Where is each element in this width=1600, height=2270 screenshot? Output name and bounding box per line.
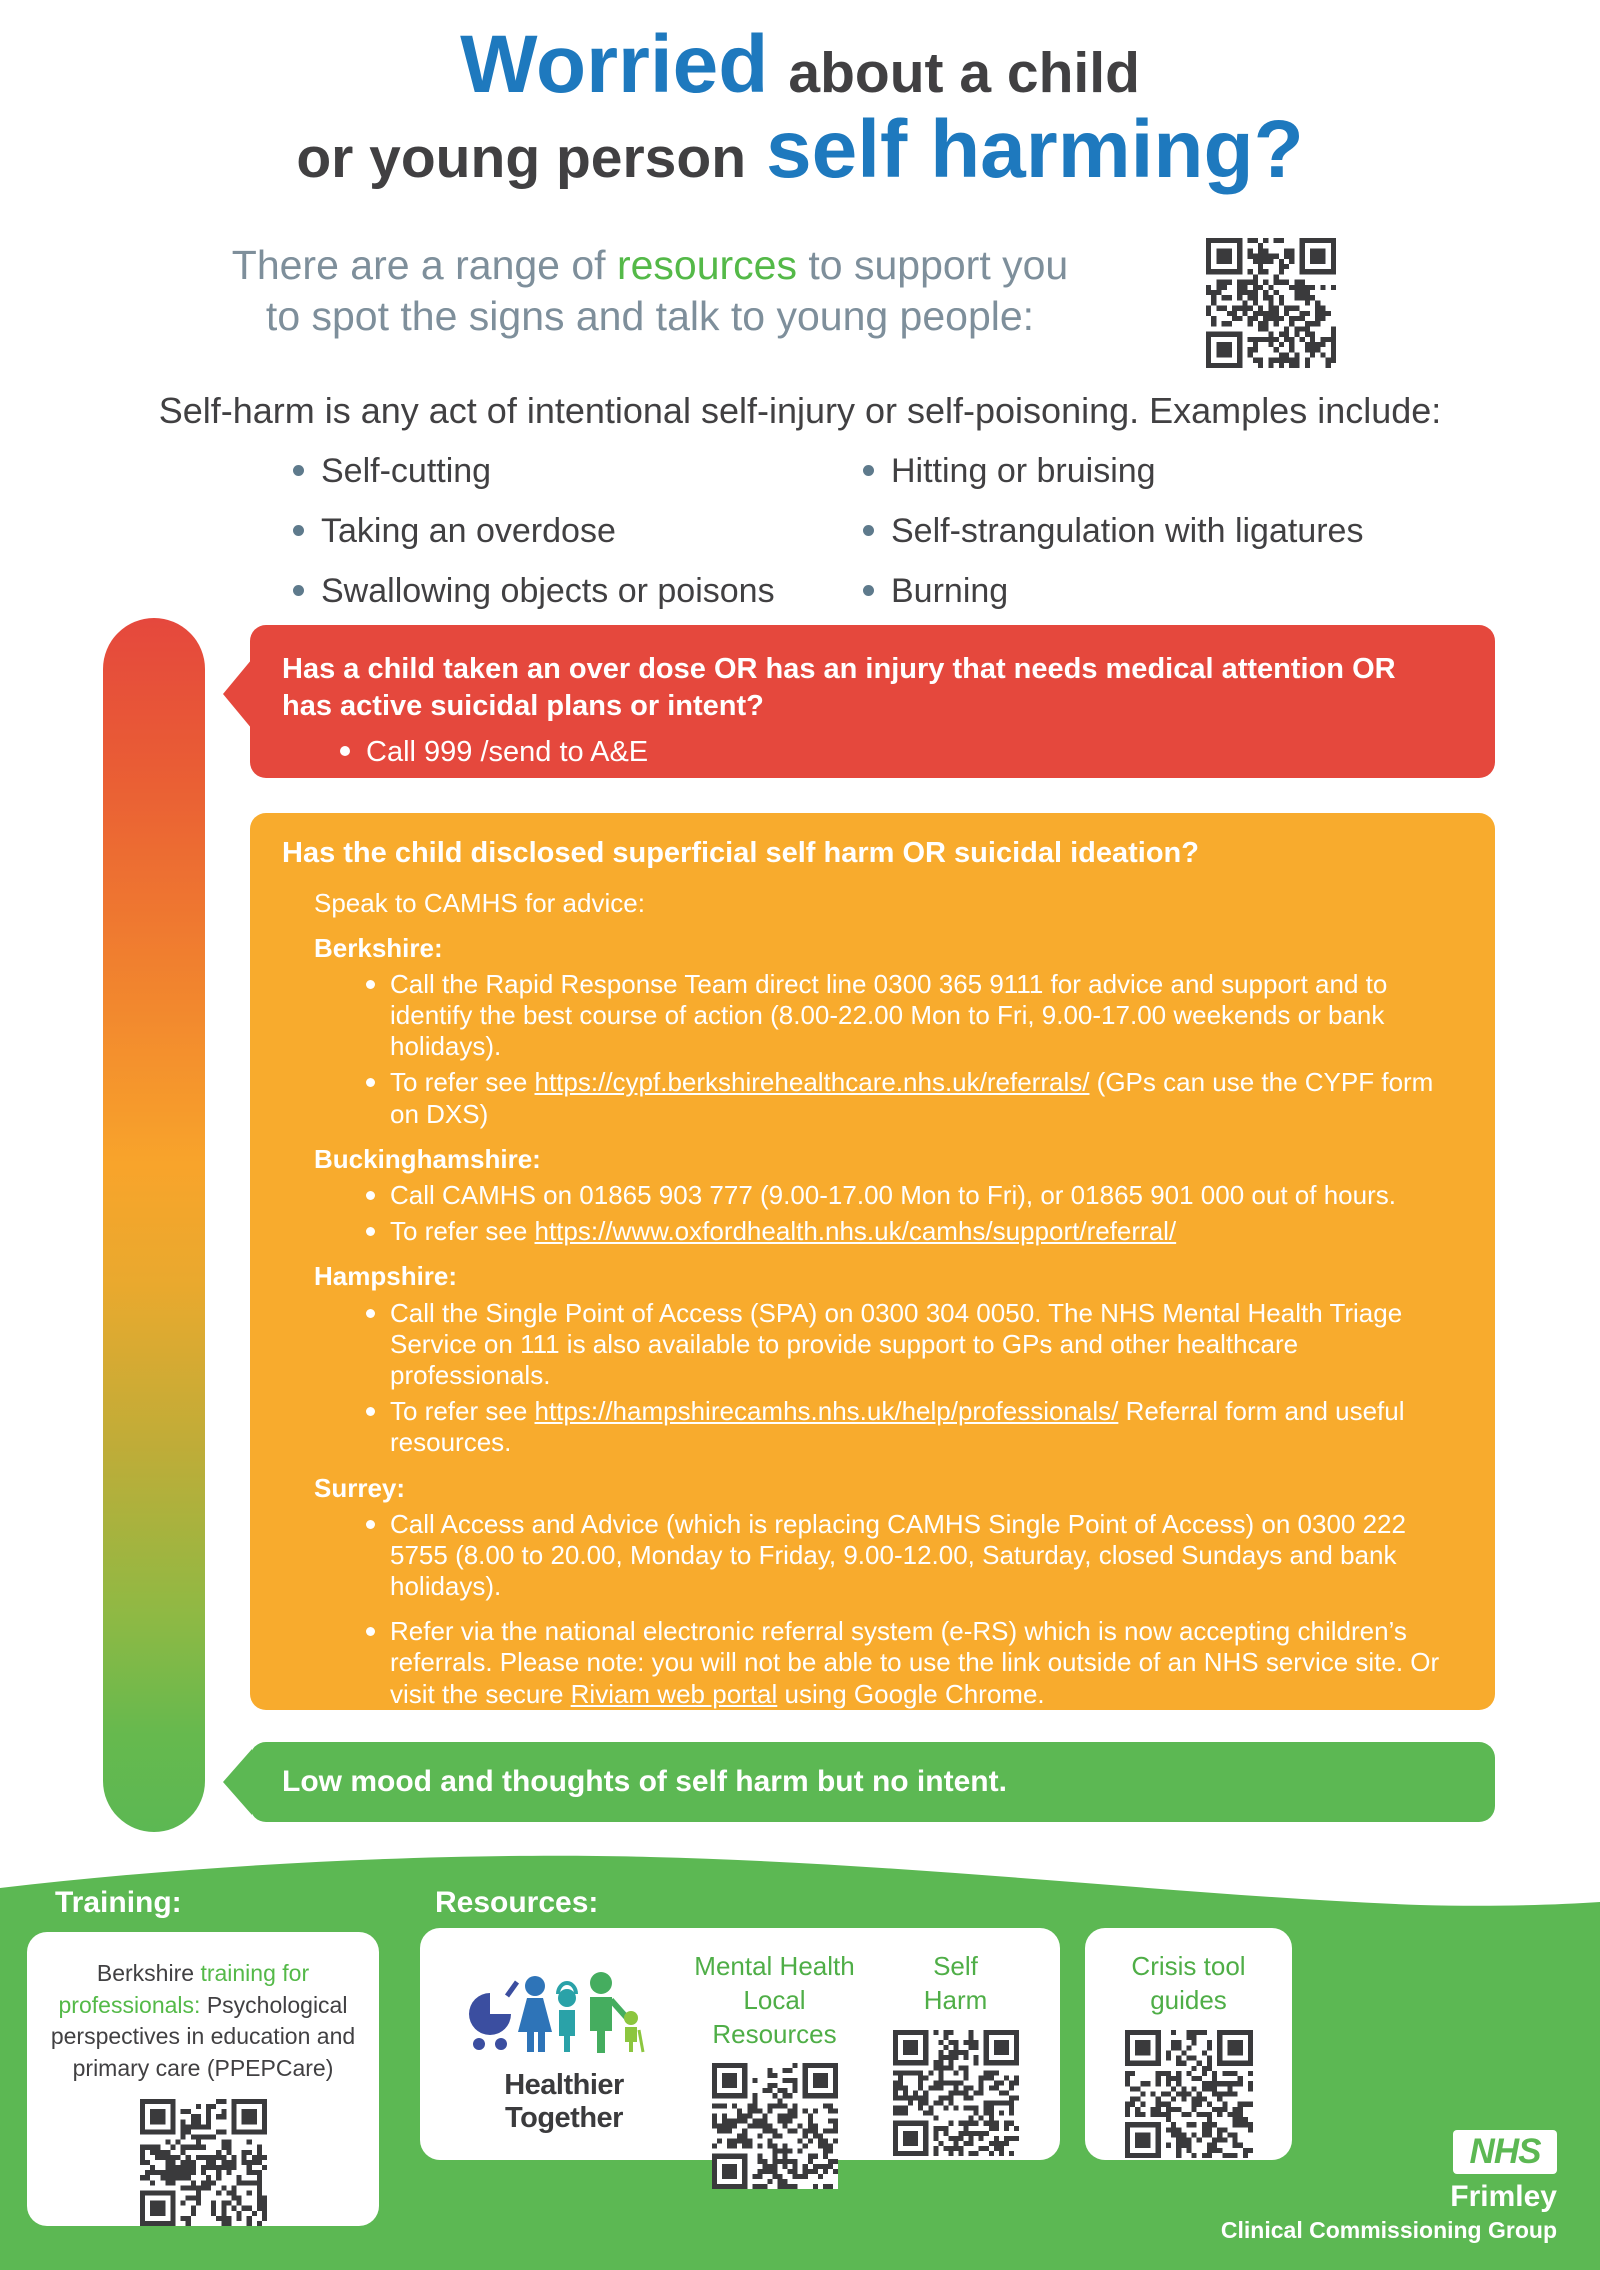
subtitle	[150, 240, 1150, 343]
speech-tail-icon	[223, 659, 252, 729]
title-words-self-harming: self harming?	[766, 104, 1304, 196]
surrey-call-text: Call Access and Advice (which is replacing CAMHS Single Point of Access) on 0300 222 5755 (8.00 to 20.00, Monday to Friday, 9.00-12.00, Saturday, closed Sundays and bank holidays).	[390, 1508, 1406, 1602]
bullet-icon	[293, 585, 304, 596]
example-item	[863, 512, 1433, 551]
self-harm-definition: Self-harm is any act of intentional self-injury or self-poisoning. Examples include:	[158, 390, 1442, 431]
bullet-icon	[366, 1191, 375, 1200]
subtitle-pre: There are a range of	[231, 242, 617, 288]
bullet-icon	[366, 1078, 375, 1087]
crisis-label	[1085, 1950, 1292, 2018]
emergency-red-box	[250, 625, 1495, 778]
example-text: Self-cutting	[321, 452, 492, 490]
surrey-bullet-2	[282, 1616, 1465, 1710]
subtitle-resources-highlight: resources	[616, 242, 797, 288]
bullet-icon	[340, 746, 350, 756]
mental-health-label-line2: Local Resources	[712, 1984, 837, 2049]
qr-code-mental-health	[712, 2063, 838, 2189]
mental-health-resources-column	[684, 1928, 865, 2160]
training-text-seg3: Psychological perspectives in education and primary care (PPEPCare)	[50, 1991, 356, 2082]
example-item	[293, 512, 863, 551]
title-line2-pre: or young person	[296, 126, 747, 191]
region-buckinghamshire: Buckinghamshire:	[314, 1143, 541, 1174]
refer-text: To refer see	[390, 1067, 535, 1098]
resources-label: Resources:	[435, 1886, 599, 1919]
bullet-icon	[863, 585, 874, 596]
riviam-portal-link[interactable]: Riviam web portal	[570, 1678, 778, 1709]
example-item	[293, 572, 863, 611]
title-line-2	[0, 104, 1600, 196]
self-harm-column	[865, 1928, 1046, 2160]
subtitle-line-1	[150, 240, 1150, 291]
title-line1-rest: about a child	[788, 41, 1140, 105]
berkshire-bullet-1	[282, 969, 1465, 1063]
bullet-icon	[366, 1627, 375, 1636]
self-harm-label-line1: Self	[933, 1951, 978, 1981]
nhs-logo	[1453, 2130, 1557, 2174]
red-box-bullet	[282, 736, 1455, 769]
speech-tail-icon	[223, 1749, 252, 1815]
surrey-bullet-1	[282, 1509, 1465, 1603]
qr-code-ppepcare	[140, 2099, 267, 2226]
refer-text: To refer see	[390, 1396, 535, 1427]
bullet-icon	[366, 1520, 375, 1529]
subtitle-line-2: to spot the signs and talk to young people:	[265, 293, 1035, 340]
region-surrey: Surrey:	[314, 1472, 406, 1503]
subtitle-post: to support you	[796, 242, 1069, 288]
example-text: Burning	[891, 572, 1009, 610]
title-word-worried: Worried	[460, 19, 769, 110]
hampshire-bullet-1	[282, 1298, 1465, 1392]
buckinghamshire-bullet-1	[282, 1180, 1465, 1211]
training-text-seg1: Berkshire	[96, 1960, 201, 1986]
self-harm-label-line2: Harm	[923, 1984, 988, 2015]
healthier-together-block	[444, 1970, 684, 2160]
bullet-icon	[366, 1227, 375, 1236]
refer-text: Refer via the national electronic referral system (e-RS) which is now accepting children’s referrals. Please note: you will not be able to use the link outside of an NHS service site. Or visit the secure	[390, 1616, 1440, 1709]
mental-health-label	[684, 1950, 865, 2051]
examples-column-2	[863, 452, 1433, 632]
speech-tail-icon	[250, 861, 252, 939]
example-text: Self-strangulation with ligatures	[891, 512, 1364, 550]
refer-text-post: (GPs can use the CYPF form on DXS)	[390, 1067, 1434, 1129]
berkshire-call-text: Call the Rapid Response Team direct line 0300 365 9111 for advice and support and to identify the best course of action (8.00-22.00 Mon to Fri, 9.00-17.00 weekends or bank holidays).	[390, 968, 1388, 1062]
training-label: Training:	[55, 1886, 182, 1919]
resources-card	[420, 1928, 1060, 2160]
nhs-lockup	[1221, 2130, 1557, 2244]
hampshire-referral-link[interactable]: https://hampshirecamhs.nhs.uk/help/professionals/	[534, 1396, 1119, 1427]
examples-list	[293, 452, 1433, 632]
refer-text: To refer see	[390, 1216, 535, 1247]
call-999-text: Call 999 /send to A&E	[366, 736, 649, 769]
healthier-together-wordmark: Healthier Together	[504, 2069, 624, 2134]
bullet-icon	[863, 525, 874, 536]
healthier-together-logo	[459, 1970, 669, 2062]
example-item	[863, 452, 1433, 491]
bullet-icon	[863, 465, 874, 476]
example-text: Hitting or bruising	[891, 452, 1156, 490]
nhs-logo-text: NHS	[1469, 2132, 1541, 2171]
bullet-icon	[293, 525, 304, 536]
mental-health-label-line1: Mental Health	[694, 1951, 855, 1981]
camhs-intro: Speak to CAMHS for advice:	[314, 887, 645, 918]
crisis-label-line1: Crisis tool	[1131, 1951, 1246, 1981]
example-item	[293, 452, 863, 491]
camhs-orange-box	[250, 813, 1495, 1710]
qr-code-resources	[1206, 238, 1336, 368]
bullet-icon	[366, 1407, 375, 1416]
buckinghamshire-referral-link[interactable]: https://www.oxfordhealth.nhs.uk/camhs/support/referral/	[534, 1216, 1177, 1247]
orange-box-heading: Has the child disclosed superficial self harm OR suicidal ideation?	[282, 837, 1199, 869]
page-title	[0, 19, 1600, 196]
region-hampshire: Hampshire:	[314, 1261, 458, 1292]
berkshire-referral-link[interactable]: https://cypf.berkshirehealthcare.nhs.uk/referrals/	[534, 1067, 1090, 1098]
refer-text-post: Referral form and useful resources.	[390, 1396, 1405, 1458]
training-card	[27, 1932, 379, 2226]
region-berkshire: Berkshire:	[314, 932, 443, 963]
examples-column-1	[293, 452, 863, 632]
training-text-seg2: training for professionals:	[58, 1960, 310, 2018]
nhs-region: Frimley	[1450, 2180, 1557, 2213]
example-item	[863, 572, 1433, 611]
training-card-text	[45, 1958, 361, 2085]
crisis-card	[1085, 1928, 1292, 2160]
low-mood-green-box	[250, 1742, 1495, 1822]
bullet-icon	[366, 980, 375, 989]
severity-gradient-bar	[103, 618, 205, 1832]
qr-code-self-harm	[893, 2030, 1019, 2156]
bullet-icon	[366, 1309, 375, 1318]
berkshire-bullet-2	[282, 1067, 1465, 1129]
bullet-icon	[293, 465, 304, 476]
buckinghamshire-call-text: Call CAMHS on 01865 903 777 (9.00-17.00 Mon to Fri), or 01865 901 000 out of hours.	[390, 1180, 1396, 1211]
hampshire-bullet-2	[282, 1396, 1465, 1458]
title-line-1	[0, 19, 1600, 110]
buckinghamshire-bullet-2	[282, 1216, 1465, 1247]
example-text: Swallowing objects or poisons	[321, 572, 775, 610]
nhs-org: Clinical Commissioning Group	[1220, 2217, 1557, 2243]
crisis-label-line2: guides	[1150, 1984, 1227, 2015]
refer-text-post: using Google Chrome.	[777, 1678, 1045, 1709]
red-box-heading: Has a child taken an over dose OR has an injury that needs medical attention OR has active suicidal plans or intent?	[282, 653, 1396, 722]
example-text: Taking an overdose	[321, 512, 616, 550]
green-box-text: Low mood and thoughts of self harm but no intent.	[282, 1765, 1007, 1798]
self-harm-label	[865, 1950, 1046, 2018]
hampshire-call-text: Call the Single Point of Access (SPA) on 0300 304 0050. The NHS Mental Health Triage Service on 111 is also available to provide support to GPs and other healthcare professionals.	[390, 1297, 1403, 1390]
